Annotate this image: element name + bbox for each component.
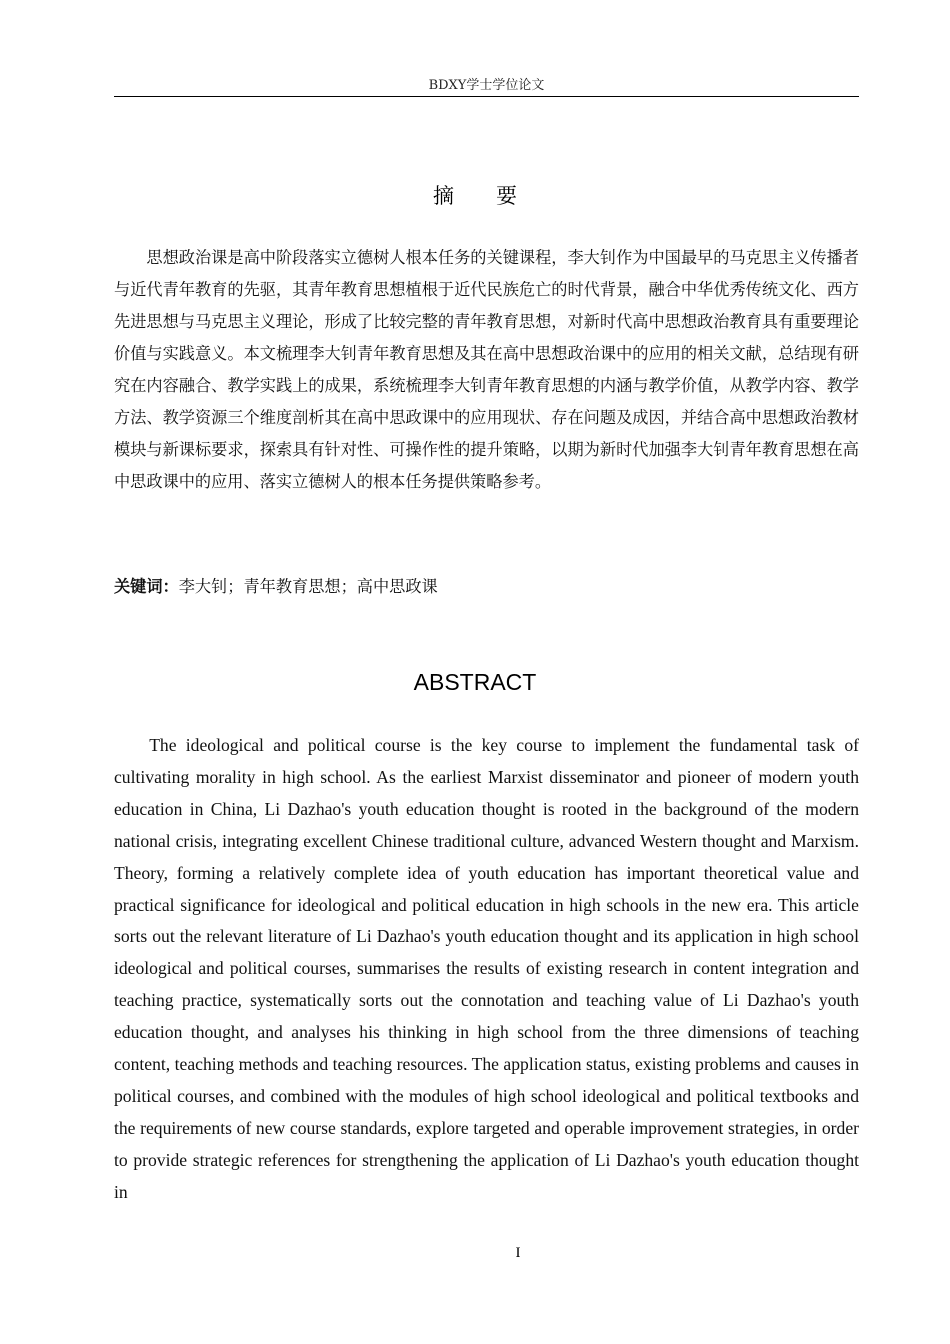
abstract-cn-body bbox=[114, 242, 859, 498]
abstract-cn-paragraph: 思想政治课是高中阶段落实立德树人根本任务的关键课程，李大钊作为中国最早的马克思主义传播者与近代青年教育的先驱，其青年教育思想植根于近代民族危亡的时代背景，融合中华优秀传统文化、西方先进思想与马克思主义理论，形成了比较完整的青年教育思想，对新时代高中思想政治教育具有重要理论价值与实践意义。本文梳理李大钊青年教育思想及其在高中思想政治课中的应用的相关文献，总结现有研究在内容融合、教学实践上的成果，系统梳理李大钊青年教育思想的内涵与教学价值，从教学内容、教学方法、教学资源三个维度剖析其在高中思政课中的应用现状、存在问题及成因，并结合高中思想政治教材模块与新课标要求，探索具有针对性、可操作性的提升策略，以期为新时代加强李大钊青年教育思想在高中思政课中的应用、落实立德树人的根本任务提供策略参考。 bbox=[114, 248, 859, 491]
running-header: BDXY学士学位论文 bbox=[114, 76, 859, 97]
abstract-en-paragraph: The ideological and political course is the key course to implement the fundamental task of cultivating morality in high school. As the earliest Marxist disseminator and pioneer of modern youth education in China, Li Dazhao's youth education thought is rooted in the background of the modern national crisis, integrating excellent Chinese traditional culture, advanced Western thought and Marxism. Theory, forming a relatively complete idea of youth education has important theoretical value and practical significance for ideological and political education in high schools in the new era. This article sorts out the relevant literature of Li Dazhao's youth education thought and its application in high school ideological and political courses, summarises the results of existing research in content integration and teaching practice, systematically sorts out the connotation and teaching value of Li Dazhao's youth education thought, and analyses his thinking in high school from the three dimensions of teaching content, teaching methods and teaching resources. The application status, existing problems and causes in political courses, and combined with the modules of high school ideological and political textbooks and the requirements of new course standards, explore targeted and operable improvement strategies, in order to provide strategic references for strengthening the application of Li Dazhao's youth education thought in bbox=[114, 735, 859, 1202]
page-number: I bbox=[515, 1245, 521, 1261]
keywords-value: 李大钊；青年教育思想；高中思政课 bbox=[178, 577, 438, 596]
keywords-label: 关键词： bbox=[114, 577, 179, 596]
keywords-line bbox=[114, 573, 859, 601]
abstract-cn-title: 摘要 bbox=[433, 184, 559, 208]
abstract-en-title: ABSTRACT bbox=[413, 669, 537, 695]
abstract-en-body bbox=[114, 730, 859, 1209]
